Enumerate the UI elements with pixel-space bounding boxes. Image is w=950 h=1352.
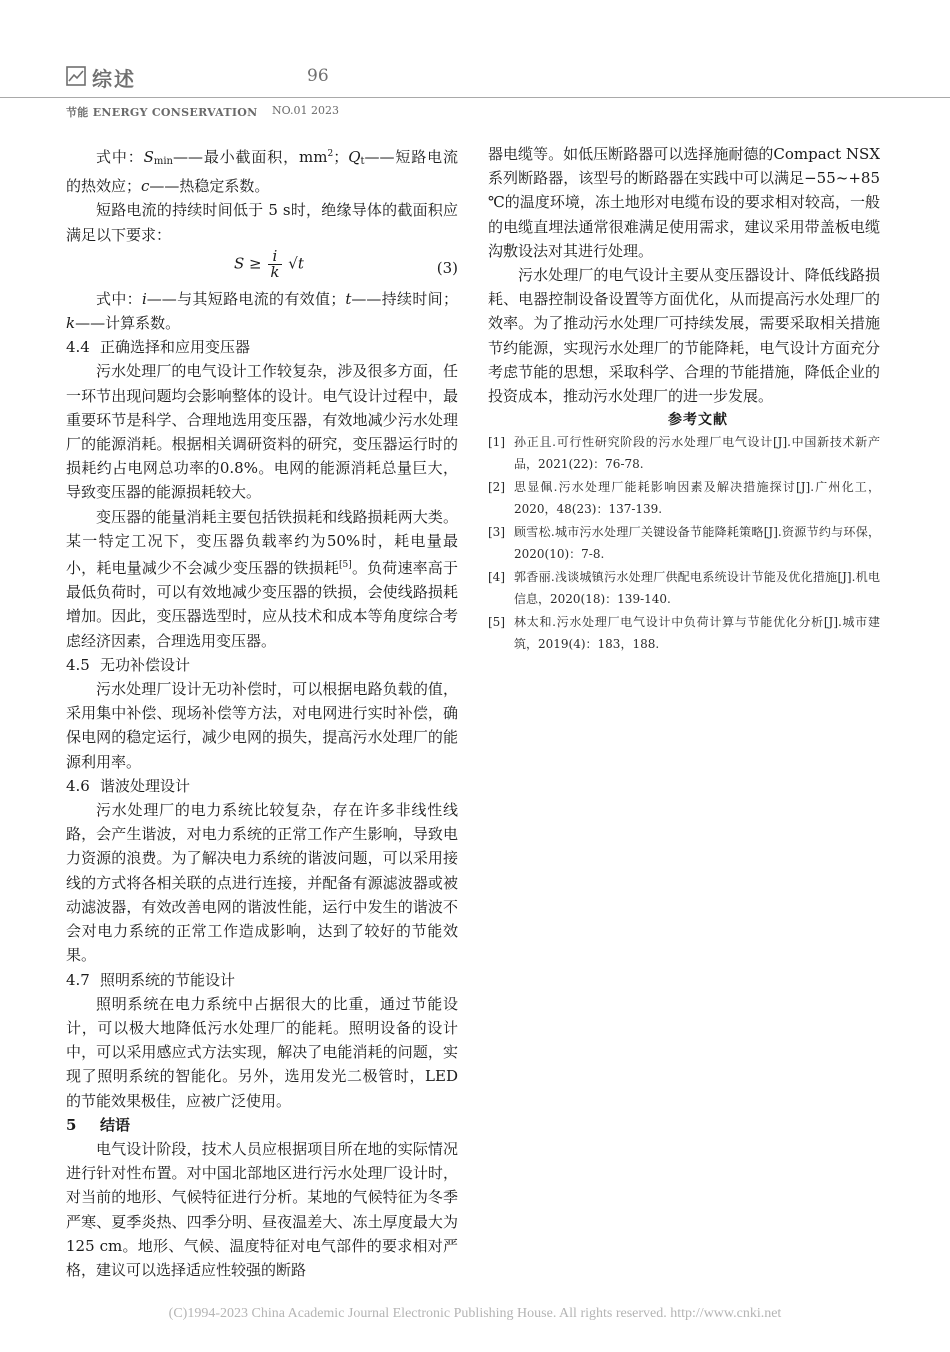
section-title: 综述 — [92, 67, 136, 91]
reference-item: [3] 顾雪松.城市污水处理厂关键设备节能降耗策略[J].资源节约与环保，2020(10)：7-8. — [488, 525, 880, 561]
formula-variables-paragraph: 式中：$S_{min}——$最小截面积，$mm^2$；$Q_t——$短路电流的热效应；c——热稳定系数。 — [66, 148, 458, 196]
paragraph: 电气设计阶段，技术人员应根据项目所在地的实际情况进行针对性布置。对中国北部地区进行污水处理厂设计时，对当前的地形、气候特征进行分析。某地的气候特征为冬季严寒、夏季炎热、四季分明、昼夜温差大、冻土厚度最大为125 cm。地形、气候、温度特征对电气部件的要求相对严格，建议可以选择适应性较强的断路 — [66, 1139, 458, 1279]
journal-name: 节能 ENERGY CONSERVATION — [66, 106, 258, 119]
header-divider — [0, 97, 950, 98]
copyright-footer: (C)1994-2023 China Academic Journal Electronic Publishing House. All rights reserved. http://www.cnki.net — [168, 1306, 782, 1321]
reference-item: [2] 思显佩.污水处理厂能耗影响因素及解决措施探讨[J].广州化工，2020，48(23)：137-139. — [488, 480, 880, 516]
reference-item: [5] 林太和.污水处理厂电气设计中负荷计算与节能优化分析[J].城市建筑，2019(4)：183，188. — [488, 615, 880, 651]
chart-logo-icon — [66, 66, 86, 86]
issue-number: NO.01 2023 — [272, 104, 339, 117]
page-number: 96 — [307, 66, 329, 86]
section-heading-4-7: 4.7 照明系统的节能设计 — [66, 970, 236, 989]
right-column — [488, 142, 880, 657]
reference-item: [1] 孙正且.可行性研究阶段的污水处理厂电气设计[J].中国新技术新产品，2021(22)：76-78. — [488, 435, 880, 471]
paragraph: 变压器的能量消耗主要包括铁损耗和线路损耗两大类。某一特定工况下，变压器负载率约为50%时，耗电量最小，耗电量减少不会减少变压器的铁损耗[5]。负荷速率高于最低负荷时，可以有效地减少变压器的铁损，会使线路损耗增加。因此，变压器选型时，应从技术和成本等角度综合考虑经济因素，合理选用变压器。 — [66, 507, 458, 650]
paragraph: 照明系统在电力系统中占据很大的比重，通过节能设计，可以极大地降低污水处理厂的能耗。照明设备的设计中，可以采用感应式方法实现，解决了电能消耗的问题，实现了照明系统的智能化。另外，选用发光二极管时，LED的节能效果极佳，应被广泛使用。 — [66, 994, 458, 1110]
references-heading: 参考文献 — [668, 412, 728, 429]
paragraph: 污水处理厂的电气设计工作较复杂，涉及很多方面，任一环节出现问题均会影响整体的设计。电气设计过程中，最重要环节是科学、合理地选用变压器，有效地减少污水处理厂的能源消耗。根据相关调研资料的研究，变压器运行时的损耗约占电网总功率的0.8%。电网的能源消耗总量巨大，导致变压器的能源损耗较大。 — [66, 362, 458, 502]
section-heading-5: 5 结语 — [66, 1115, 131, 1134]
formula-variables-paragraph: 式中：i——与其短路电流的有效值；t——持续时间；k——计算系数。 — [66, 289, 458, 333]
paragraph: 短路电流的持续时间低于 5 s时，绝缘导体的截面积应满足以下要求： — [66, 201, 458, 244]
reference-item: [4] 郭香丽.浅谈城镇污水处理厂供配电系统设计节能及优化措施[J].机电信息，2020(18)：139-140. — [488, 570, 880, 606]
section-heading-4-5: 4.5 无功补偿设计 — [66, 655, 191, 674]
equation-3: S ≥ $\frac{i}{k}$ √t (3) — [234, 246, 458, 281]
paragraph: 污水处理厂的电气设计主要从变压器设计、降低线路损耗、电器控制设备设置等方面优化，从而提高污水处理厂的效率。为了推动污水处理厂可持续发展，需要采取相关措施节约能源，实现污水处理厂的节能降耗，电气设计方面充分考虑节能的思想，采取科学、合理的节能措施，降低企业的投资成本，推动污水处理厂的进一步发展。 — [488, 266, 880, 406]
page-header — [0, 60, 950, 122]
left-column — [66, 142, 458, 1282]
paragraph: 污水处理厂设计无功补偿时，可以根据电路负载的值，采用集中补偿、现场补偿等方法，对电网进行实时补偿，确保电网的稳定运行，减少电网的损失，提高污水处理厂的能源利用率。 — [66, 680, 458, 771]
paragraph: 污水处理厂的电力系统比较复杂，存在许多非线性线路，会产生谐波，对电力系统的正常工作产生影响，导致电力资源的浪费。为了解决电力系统的谐波问题，可以采用接线的方式将各相关联的点进行连接，并配备有源滤波器或被动滤波器，有效改善电网的谐波性能，运行中发生的谐波不会对电力系统的正常工作造成影响，达到了较好的节能效果。 — [66, 801, 458, 965]
paragraph: 器电缆等。如低压断路器可以选择施耐德的Compact NSX系列断路器，该型号的断路器在实践中可以满足−55~+85 ℃的温度环境，冻土地形对电缆布设的要求相对较高，一般的电缆直埋法通常很难满足使用需求，建议采用带盖板电缆沟敷设法对其进行处理。 — [488, 145, 880, 260]
citation-ref: [5] — [339, 560, 352, 571]
section-heading-4-6: 4.6 谐波处理设计 — [66, 776, 191, 795]
section-heading-4-4: 4.4 正确选择和应用变压器 — [66, 338, 251, 357]
reference-list — [488, 432, 880, 655]
equation-number: (3) — [436, 258, 458, 277]
